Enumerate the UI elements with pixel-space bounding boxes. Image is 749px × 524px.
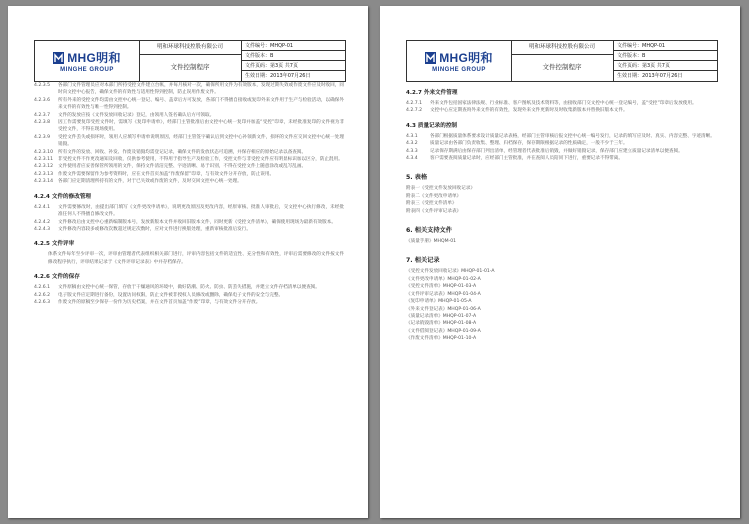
document-header [34,40,346,82]
list-item: 《文件更改申请单》MHQP-01-02-A [406,276,481,282]
paragraph: 4.2.6.2 电子版文件应定期进行备份，设置访问权限，防止文件被非授权人员修改或删除，确保电子文件的安全与完整。 [34,292,284,298]
company-logo [35,41,140,81]
list-item: 《作废文件清单》MHQP-01-10-A [406,336,477,342]
section-heading: 4.2.4 文件的修改管理 [34,193,92,200]
meta-effective-date: 生效日期：2013年07月26日 [617,73,683,79]
section-heading: 4.3 质量记录的控制 [406,122,458,129]
list-item: 附表三《受控文件清单》 [406,201,457,207]
section-heading: 6. 相关支持文件 [406,227,452,235]
brand-name: MHG明和 [67,51,121,65]
meta-version: 文件版本：B [242,51,346,61]
page-1-body [34,82,344,306]
paragraph: 4.2.4.2 文件修改后由文控中心重新编制版本号，发放新版本文件并收回旧版本文件，同时更新《受控文件清单》，确保使用现场为最新有效版本。 [34,219,336,225]
page-2-body [406,82,716,343]
document-title: 文件控制程序 [170,63,210,71]
meta-doc-number: 文件编号：MHQP-01 [614,41,718,51]
list-item: 附表四《文件评审记录表》 [406,208,462,214]
section-heading: 7. 相关记录 [406,257,440,265]
paragraph: 4.2.6.3 作废文件的原稿至少保存一份作为历史档案，并在文件首页加盖“作废”印章，与有效文件分开存放。 [34,299,261,305]
meta-effective-date: 生效日期：2013年07月26日 [245,73,311,79]
paragraph: 4.2.3.12 文件使用者应妥善保管所领用的文件，保持文件清洁完整、字迹清晰、易于识别，不得在受控文件上随意涂改或乱写乱画。 [34,164,307,170]
list-item: 《质量手册》MHQM-01 [406,239,457,245]
list-item: 《受控文件发放回收记录》MHQP-01-01-A [406,269,495,275]
paragraph: 4.2.3.10 所有文件的发放、回收、补发、作废及销毁均需登记记录，确保文件的发放状态可追溯，并保存相应的原始记录以备查阅。 [34,149,307,155]
paragraph: 4.2.6.1 文件原稿由文控中心统一保管，存放于干燥通风的环境中，做好防潮、防火、防虫、防丢失措施，并建立文件存档清单以便查阅。 [34,285,320,291]
brand-subtitle: MINGHE GROUP [432,67,486,73]
list-item: 《外来文件登记表》MHQP-01-06-A [406,306,481,312]
list-item: 《质量记录清单》MHQP-01-07-A [406,313,477,319]
list-item: 《受控文件清单》MHQP-01-03-A [406,284,477,290]
section-heading: 4.2.7 外来文件管理 [406,90,458,96]
document-meta [613,41,718,81]
logo-mark-icon [425,52,436,64]
paragraph: 4.2.3.7 文件的发放应按《文件发放回收记录》登记，由领用人签名确认后方可领取。 [34,112,215,118]
paragraph: 4.2.3.9 受控文件丢失或损坏时，领用人应填写申请单说明原因，经部门主管签字确认后到文控中心补领新文件，损坏的文件应交回文控中心统一处理销毁。 [34,134,344,148]
paragraph: 4.2.4.3 文件修改内容较多或修改次数超过规定次数时，应对文件进行换版处理，重新审核批准后发行。 [34,226,251,232]
list-item: 《文件评审记录表》MHQP-01-04-A [406,291,481,297]
section-heading: 5. 表格 [406,174,428,182]
paragraph: 4.2.4.1 文件需要修改时，由提出部门填写《文件更改申请单》，说明更改原因及更改内容，经原审核、批准人审批后，交文控中心执行修改，未经批准任何人不得擅自修改文件。 [34,204,344,218]
list-item: 附表一《受控文件发放回收记录》 [406,186,475,192]
company-logo [407,41,512,81]
paragraph: 体系文件每年至少评审一次，评审由管理者代表组织相关部门进行，评审内容包括文件的适宜性、充分性和有效性，评审后需要修改的文件按文件修改程序执行，评审结果记录于《文件评审记录表》中并存档保存。 [48,252,344,265]
paragraph: 4.2.3.8 因工作需要复印受控文件时，需填写《复印申请单》，经部门主管批准后由文控中心统一复印并加盖“受控”印章，未经批准复印的文件视为非受控文件，不得在现场使用。 [34,120,344,133]
document-meta [241,41,346,81]
brand-name: MHG明和 [439,51,493,65]
paragraph: 4.2.3.14 各部门应定期清理所持有的文件，对于已失效或作废的文件，及时交回文控中心统一处理。 [34,179,242,185]
document-page-2 [380,6,740,518]
list-item: 《文件借阅登记表》MHQP-01-09-A [406,328,481,334]
paragraph: 4.2.7.2 文控中心应定期查询外来文件的有效性，发现外来文件更新时及时收集新版本并替换旧版本文件。 [406,108,628,114]
company-name: 明和环球科技控股有限公司 [139,41,241,55]
paragraph: 4.2.7.1 外来文件包括国家法律法规、行业标准、客户图纸及技术资料等，由接收部门交文控中心统一登记编号，盖“受控”印章后发放使用。 [406,101,697,106]
paragraph: 4.2.3.6 所有外来的受控文件均需由文控中心统一登记、编号、盖章后方可发放，各部门不得擅自接收或复印外来文件用于生产与检验活动，以确保外来文件的有效性与唯一性得到控制。 [34,97,344,111]
list-item: 附表二《文件更改申请单》 [406,193,462,199]
paragraph: 4.2.3.11 非受控文件不作更改通知及回收，仅供参考使用，不得用于指导生产及检验工作，受控文件与非受控文件应有明显标识加以区分，防止混用。 [34,157,343,163]
meta-page: 文件页码：第3页 共7页 [242,61,346,71]
document-title: 文件控制程序 [542,63,582,71]
paragraph: 4.3.1 各部门根据质量体系要求设计质量记录表格，经部门主管审核后报文控中心统一编号发行，记录的填写应及时、真实、内容完整、字迹清晰。 [406,133,715,139]
section-heading: 4.2.6 文件的保存 [34,274,80,281]
paragraph: 4.3.2 质量记录由各部门负责收集、整理、归档保存，保存期限根据记录的性质确定，一般不少于三年。 [406,141,628,147]
list-item: 《记录销毁清单》MHQP-01-08-A [406,321,477,327]
meta-version: 文件版本：B [614,51,718,61]
paragraph: 4.3.4 客户需要查阅质量记录时，应经部门主管批准，并在查阅人员陪同下进行，重要记录不得带离。 [406,156,623,162]
brand-subtitle: MINGHE GROUP [60,67,114,73]
document-header [406,40,718,82]
document-page-1 [8,6,368,518]
meta-doc-number: 文件编号：MHQP-01 [242,41,346,51]
list-item: 《复印申请单》MHQP-01-05-A [406,299,472,305]
paragraph: 4.3.3 记录保存期满后由保存部门列出清单，经管理者代表批准后销毁，并做好销毁记录，保存部门应建立质量记录清单以便查阅。 [406,148,683,154]
company-name: 明和环球科技控股有限公司 [511,41,613,55]
meta-page: 文件页码：第3页 共7页 [614,61,718,71]
paragraph: 4.2.3.5 各部门文件管理员应对本部门所持受控文件建立台帐，并每月核对一次，确保所用文件为有效版本，发现过期失效或作废文件应及时收回，同时向文控中心报告，确保文件的有效性与适用性得到控制，防止误用作废文件。 [34,83,344,96]
section-heading: 4.2.5 文件评审 [34,241,75,248]
paragraph: 4.2.3.13 作废文件需要保留作为参考资料时，应在文件首页加盖“作废保留”印章，与有效文件分开存放，防止误用。 [34,171,275,177]
logo-mark-icon [53,52,64,64]
